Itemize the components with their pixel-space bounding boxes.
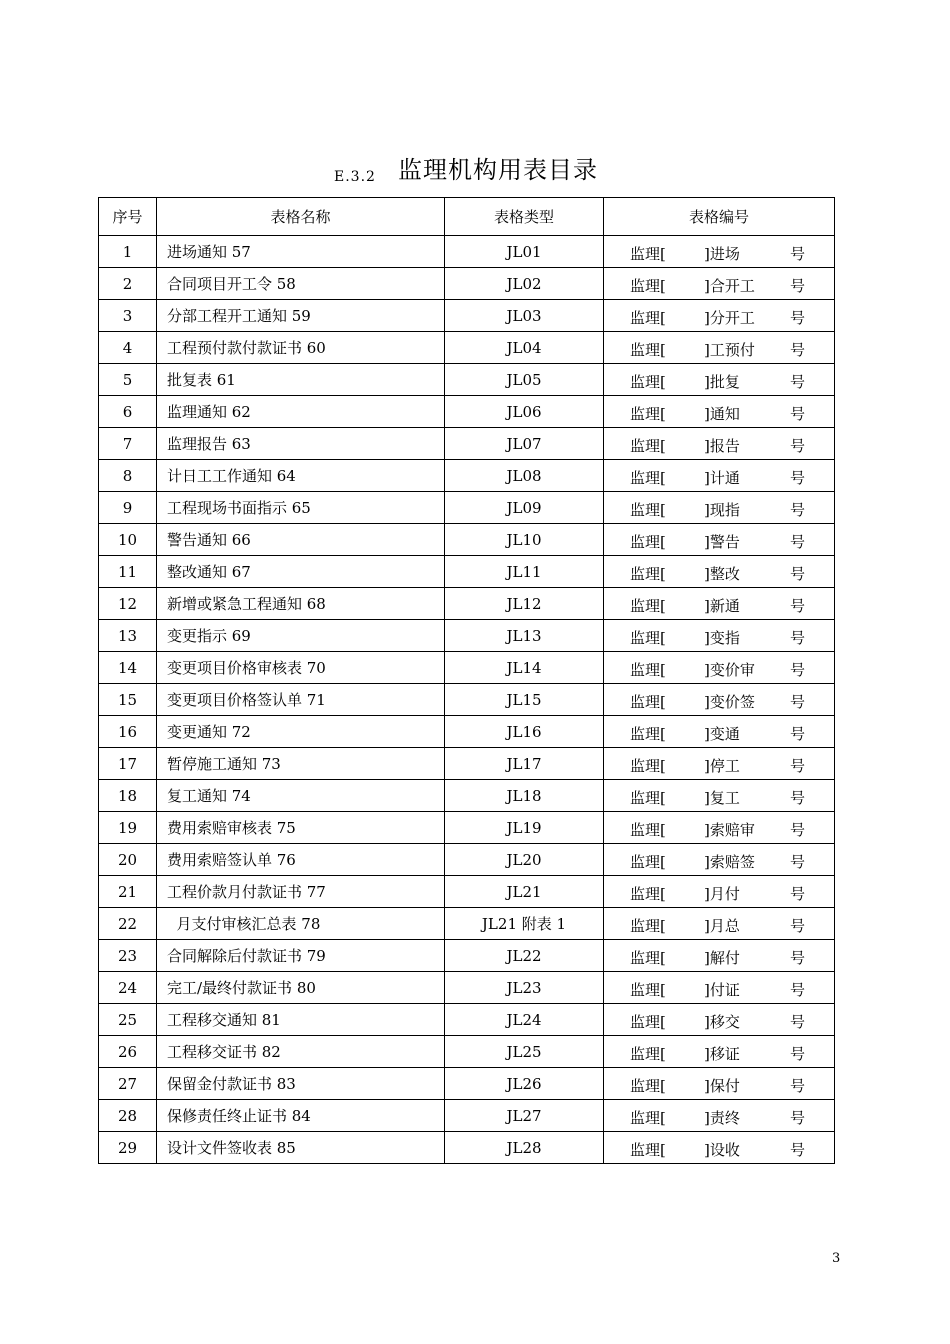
form-type: JL16 [445,716,604,748]
row-number: 19 [99,812,157,844]
form-code [604,1004,835,1036]
form-code [604,748,835,780]
form-code [604,396,835,428]
row-number: 1 [99,236,157,268]
form-code [604,652,835,684]
row-number: 17 [99,748,157,780]
row-number: 16 [99,716,157,748]
form-code [604,812,835,844]
form-name: 工程移交通知 81 [157,1004,445,1036]
form-name: 合同解除后付款证书 79 [157,940,445,972]
code-prefix: 监理[ [630,437,666,455]
row-number: 14 [99,652,157,684]
code-suffix: 号 [790,1109,806,1127]
table-row [99,716,835,748]
code-prefix: 监理[ [630,405,666,423]
code-prefix: 监理[ [630,725,666,743]
row-number: 12 [99,588,157,620]
column-header-type: 表格类型 [445,198,604,236]
form-type: JL06 [445,396,604,428]
form-name: 警告通知 66 [157,524,445,556]
code-prefix: 监理[ [630,1013,666,1031]
code-prefix: 监理[ [630,565,666,583]
code-abbrev: ]进场 [704,245,740,263]
form-name: 费用索赔签认单 76 [157,844,445,876]
form-type: JL11 [445,556,604,588]
code-suffix: 号 [790,245,806,263]
code-prefix: 监理[ [630,1109,666,1127]
code-suffix: 号 [790,853,806,871]
code-suffix: 号 [790,789,806,807]
code-suffix: 号 [790,501,806,519]
code-abbrev: ]合开工 [704,277,755,295]
row-number: 7 [99,428,157,460]
code-abbrev: ]现指 [704,501,740,519]
row-number: 6 [99,396,157,428]
code-abbrev: ]保付 [704,1077,740,1095]
code-suffix: 号 [790,341,806,359]
table-row [99,1100,835,1132]
table-row [99,364,835,396]
code-abbrev: ]索赔签 [704,853,755,871]
form-code [604,556,835,588]
row-number: 3 [99,300,157,332]
row-number: 9 [99,492,157,524]
form-name: 监理报告 63 [157,428,445,460]
code-abbrev: ]变指 [704,629,740,647]
code-abbrev: ]新通 [704,597,740,615]
form-name: 监理通知 62 [157,396,445,428]
table-row [99,876,835,908]
code-suffix: 号 [790,661,806,679]
table-row [99,1036,835,1068]
row-number: 22 [99,908,157,940]
code-prefix: 监理[ [630,597,666,615]
table-row [99,556,835,588]
code-suffix: 号 [790,437,806,455]
form-code [604,524,835,556]
code-abbrev: ]分开工 [704,309,755,327]
row-number: 8 [99,460,157,492]
form-type: JL24 [445,1004,604,1036]
form-code [604,268,835,300]
code-prefix: 监理[ [630,277,666,295]
form-code [604,1100,835,1132]
form-code [604,876,835,908]
table-header-row [99,198,835,236]
code-abbrev: ]索赔审 [704,821,755,839]
code-abbrev: ]变价签 [704,693,755,711]
code-prefix: 监理[ [630,981,666,999]
form-name: 分部工程开工通知 59 [157,300,445,332]
code-abbrev: ]停工 [704,757,740,775]
table-row [99,684,835,716]
code-abbrev: ]工预付 [704,341,755,359]
code-abbrev: ]设收 [704,1141,740,1159]
form-type: JL02 [445,268,604,300]
code-suffix: 号 [790,405,806,423]
form-name: 变更指示 69 [157,620,445,652]
row-number: 27 [99,1068,157,1100]
code-prefix: 监理[ [630,789,666,807]
form-name: 保留金付款证书 83 [157,1068,445,1100]
code-suffix: 号 [790,1077,806,1095]
code-abbrev: ]变价审 [704,661,755,679]
form-code [604,236,835,268]
table-row [99,1068,835,1100]
form-name: 费用索赔审核表 75 [157,812,445,844]
form-name: 工程现场书面指示 65 [157,492,445,524]
code-abbrev: ]计通 [704,469,740,487]
form-code [604,908,835,940]
form-name: 整改通知 67 [157,556,445,588]
table-row [99,428,835,460]
form-name: 变更项目价格审核表 70 [157,652,445,684]
row-number: 21 [99,876,157,908]
form-type: JL21 附表 1 [445,908,604,940]
column-header-name: 表格名称 [157,198,445,236]
code-prefix: 监理[ [630,661,666,679]
form-code [604,428,835,460]
form-code [604,588,835,620]
row-number: 11 [99,556,157,588]
table-row [99,780,835,812]
row-number: 20 [99,844,157,876]
form-type: JL25 [445,1036,604,1068]
form-code [604,684,835,716]
form-name: 新增或紧急工程通知 68 [157,588,445,620]
form-type: JL27 [445,1100,604,1132]
page-title: 监理机构用表目录 [398,156,598,184]
code-abbrev: ]月总 [704,917,740,935]
code-suffix: 号 [790,821,806,839]
form-code [604,716,835,748]
code-suffix: 号 [790,469,806,487]
form-name: 变更通知 72 [157,716,445,748]
table-row [99,268,835,300]
code-abbrev: ]移交 [704,1013,740,1031]
section-number: E.3.2 [334,169,376,185]
code-prefix: 监理[ [630,885,666,903]
form-name: 变更项目价格签认单 71 [157,684,445,716]
table-row [99,908,835,940]
code-suffix: 号 [790,277,806,295]
table-row [99,524,835,556]
form-type: JL03 [445,300,604,332]
form-type: JL05 [445,364,604,396]
code-suffix: 号 [790,373,806,391]
row-number: 25 [99,1004,157,1036]
form-type: JL01 [445,236,604,268]
column-header-code: 表格编号 [604,198,835,236]
code-suffix: 号 [790,949,806,967]
code-suffix: 号 [790,981,806,999]
code-prefix: 监理[ [630,693,666,711]
code-prefix: 监理[ [630,341,666,359]
table-row [99,332,835,364]
form-code [604,972,835,1004]
heading [0,150,950,190]
table-row [99,588,835,620]
code-prefix: 监理[ [630,629,666,647]
row-number: 29 [99,1132,157,1164]
form-name: 进场通知 57 [157,236,445,268]
row-number: 13 [99,620,157,652]
code-abbrev: ]付证 [704,981,740,999]
code-abbrev: ]移证 [704,1045,740,1063]
form-code [604,332,835,364]
code-prefix: 监理[ [630,1045,666,1063]
form-type: JL21 [445,876,604,908]
code-suffix: 号 [790,917,806,935]
form-name: 设计文件签收表 85 [157,1132,445,1164]
code-abbrev: ]变通 [704,725,740,743]
form-type: JL07 [445,428,604,460]
code-prefix: 监理[ [630,853,666,871]
form-name: 月支付审核汇总表 78 [157,908,445,940]
form-type: JL23 [445,972,604,1004]
code-abbrev: ]报告 [704,437,740,455]
table-row [99,1132,835,1164]
form-type: JL19 [445,812,604,844]
form-code [604,300,835,332]
row-number: 10 [99,524,157,556]
form-name: 计日工工作通知 64 [157,460,445,492]
code-suffix: 号 [790,757,806,775]
code-prefix: 监理[ [630,949,666,967]
table-row [99,492,835,524]
form-name: 完工/最终付款证书 80 [157,972,445,1004]
code-abbrev: ]整改 [704,565,740,583]
table-row [99,460,835,492]
form-name: 工程价款月付款证书 77 [157,876,445,908]
form-type: JL22 [445,940,604,972]
code-prefix: 监理[ [630,917,666,935]
code-prefix: 监理[ [630,309,666,327]
code-prefix: 监理[ [630,501,666,519]
row-number: 18 [99,780,157,812]
row-number: 2 [99,268,157,300]
form-name: 合同项目开工令 58 [157,268,445,300]
table-row [99,1004,835,1036]
page-number: 3 [832,1251,841,1266]
code-suffix: 号 [790,597,806,615]
table-row [99,844,835,876]
form-type: JL09 [445,492,604,524]
code-abbrev: ]复工 [704,789,740,807]
code-suffix: 号 [790,1141,806,1159]
row-number: 15 [99,684,157,716]
table-row [99,652,835,684]
form-code [604,1132,835,1164]
form-code [604,1068,835,1100]
table-row [99,300,835,332]
code-prefix: 监理[ [630,821,666,839]
form-code [604,364,835,396]
form-code [604,940,835,972]
code-prefix: 监理[ [630,757,666,775]
form-code [604,780,835,812]
code-abbrev: ]月付 [704,885,740,903]
table-row [99,396,835,428]
code-abbrev: ]通知 [704,405,740,423]
code-suffix: 号 [790,309,806,327]
code-prefix: 监理[ [630,1141,666,1159]
code-suffix: 号 [790,885,806,903]
row-number: 23 [99,940,157,972]
form-type: JL20 [445,844,604,876]
code-abbrev: ]警告 [704,533,740,551]
code-suffix: 号 [790,1013,806,1031]
form-type: JL17 [445,748,604,780]
form-name: 保修责任终止证书 84 [157,1100,445,1132]
code-prefix: 监理[ [630,533,666,551]
code-prefix: 监理[ [630,1077,666,1095]
code-abbrev: ]批复 [704,373,740,391]
table-body [99,236,835,1164]
form-type: JL12 [445,588,604,620]
code-suffix: 号 [790,725,806,743]
table-row [99,812,835,844]
row-number: 24 [99,972,157,1004]
form-type: JL04 [445,332,604,364]
form-type: JL26 [445,1068,604,1100]
code-prefix: 监理[ [630,469,666,487]
form-name: 工程移交证书 82 [157,1036,445,1068]
form-type: JL15 [445,684,604,716]
table-row [99,972,835,1004]
form-type: JL18 [445,780,604,812]
code-suffix: 号 [790,533,806,551]
form-code [604,620,835,652]
form-type: JL08 [445,460,604,492]
code-prefix: 监理[ [630,373,666,391]
form-type: JL10 [445,524,604,556]
code-suffix: 号 [790,565,806,583]
table-row [99,620,835,652]
form-name: 复工通知 74 [157,780,445,812]
row-number: 26 [99,1036,157,1068]
code-abbrev: ]解付 [704,949,740,967]
form-code [604,844,835,876]
table-row [99,940,835,972]
form-name: 暂停施工通知 73 [157,748,445,780]
forms-catalog-table [98,197,835,1164]
form-code [604,460,835,492]
code-prefix: 监理[ [630,245,666,263]
code-suffix: 号 [790,629,806,647]
row-number: 4 [99,332,157,364]
code-suffix: 号 [790,693,806,711]
form-name: 工程预付款付款证书 60 [157,332,445,364]
code-abbrev: ]责终 [704,1109,740,1127]
table-row [99,748,835,780]
row-number: 5 [99,364,157,396]
form-code [604,1036,835,1068]
form-code [604,492,835,524]
form-name: 批复表 61 [157,364,445,396]
form-type: JL14 [445,652,604,684]
table-row [99,236,835,268]
form-type: JL28 [445,1132,604,1164]
column-header-no: 序号 [99,198,157,236]
code-suffix: 号 [790,1045,806,1063]
row-number: 28 [99,1100,157,1132]
form-type: JL13 [445,620,604,652]
